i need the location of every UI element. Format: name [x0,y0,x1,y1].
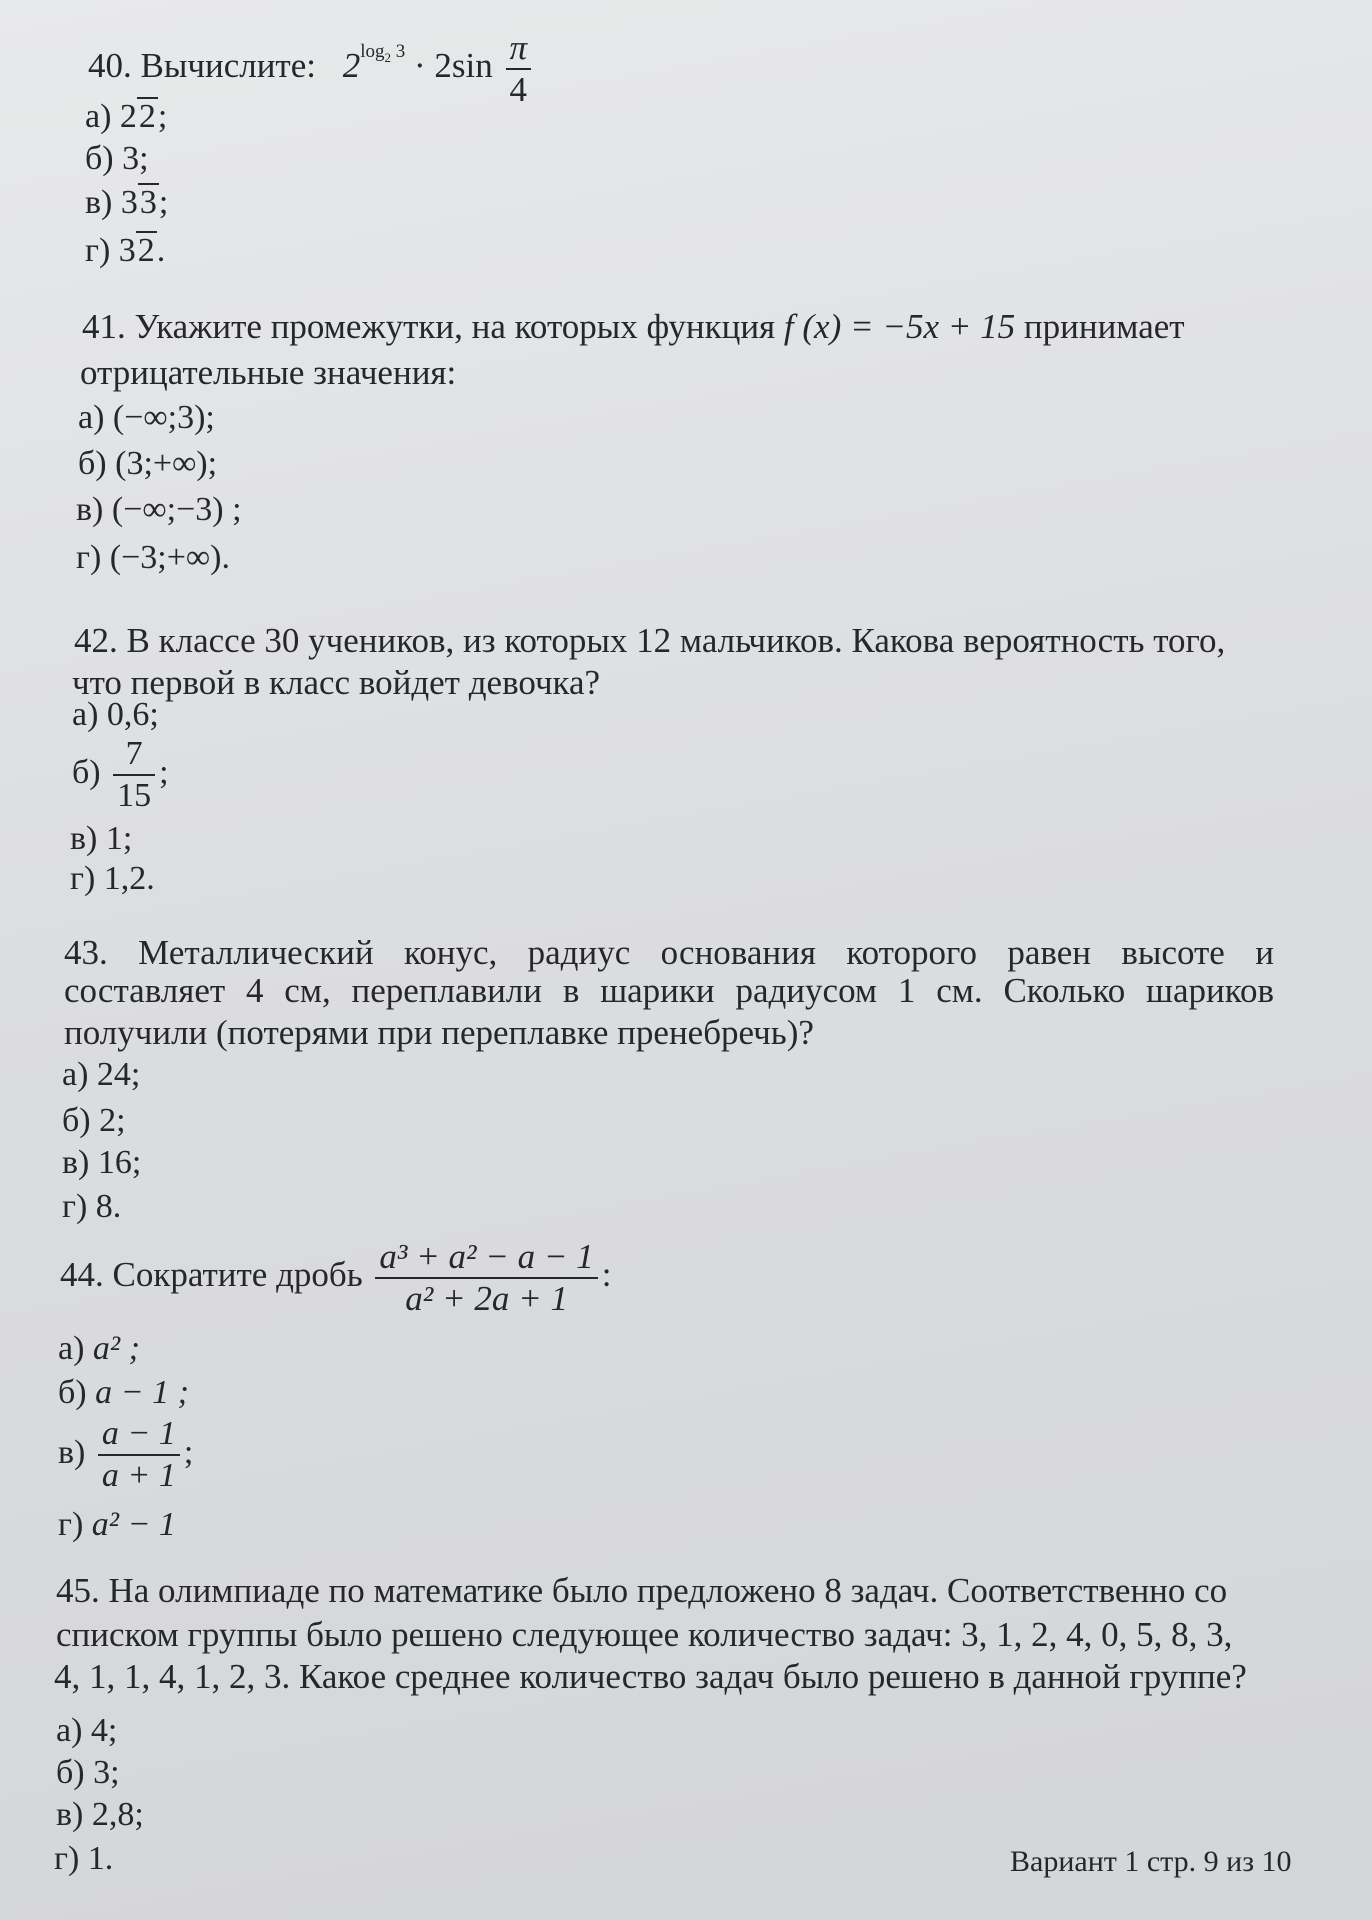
answer-option[interactable]: б) 2; [62,1102,126,1139]
answer-fraction: $\frac{a - 1}{a + 1}$ [98,1414,180,1496]
answer-option[interactable]: в) (−∞;−3) ; [76,491,242,528]
question-40-text: 40. Вычислите: $2^{log_2 3} \cdot 2\sin$ $\frac{\pi}{4}$ [88,28,535,110]
question-40-formula: $2^{log_2 3} \cdot 2\sin$ $\frac{\pi}{4}$ [343,46,535,85]
question-43-line-1: 43. Металлический конус, радиус основания которого равен высоте и [64,933,1274,972]
answer-option[interactable]: в) 16; [62,1144,142,1181]
answer-option[interactable]: б) (3;+∞); [78,445,218,482]
answer-option[interactable]: г) 1,2. [70,860,155,897]
question-40-fraction: $\frac{\pi}{4}$ [506,28,532,110]
question-44-fraction: $\frac{\text{a³ + a² − a − 1}}{\text{a² + 2a + 1}}$ [375,1237,597,1319]
answer-option[interactable]: г) 32. [85,232,166,269]
answer-option[interactable]: б) 3; [56,1754,120,1791]
question-45-line-1: 45. На олимпиаде по математике было предложено 8 задач. Соответственно со [56,1571,1228,1610]
answer-option[interactable]: а) a² ; [58,1330,140,1367]
answer-option[interactable]: в) 33; [85,184,169,221]
answer-option[interactable]: в) 2,8; [56,1796,144,1833]
question-42-line-1: 42. В классе 30 учеников, из которых 12 мальчиков. Какова вероятность того, [74,621,1226,660]
question-42-line-2: что первой в класс войдет девочка? [72,663,601,702]
answer-option[interactable]: г) 1. [54,1840,114,1877]
question-43-line-3: получили (потерями при переплавке пренебречь)? [64,1013,814,1052]
answer-fraction: $\frac{7}{15}$ [113,734,155,816]
answer-option[interactable]: а) 4; [56,1712,118,1749]
answer-option[interactable]: а) 22; [85,98,168,135]
answer-option[interactable]: г) (−3;+∞). [76,539,230,576]
question-41-line-1: 41. Укажите промежутки, на которых функция f (x) = −5x + 15 принимает [82,307,1185,346]
question-43-line-2: составляет 4 см, переплавили в шарики радиусом 1 см. Сколько шариков [64,971,1274,1010]
page-footer: Вариант 1 стр. 9 из 10 [1010,1845,1292,1878]
answer-option[interactable]: а) 0,6; [72,696,159,733]
answer-option[interactable]: в) $\frac{a - 1}{a + 1}$ ; [58,1415,194,1494]
answer-option[interactable]: в) 1; [70,820,133,857]
answer-option[interactable]: б) 3; [85,140,149,177]
answer-option[interactable]: а) (−∞;3); [78,399,215,436]
answer-option[interactable]: а) 24; [62,1056,141,1093]
question-44-text: 44. Сократите дробь $\frac{\text{a³ + a² − a − 1}}{\text{a² + 2a + 1}}$ : [60,1236,612,1318]
question-41-line-2: отрицательные значения: [80,353,457,392]
answer-option[interactable]: б) a − 1 ; [58,1374,189,1411]
answer-option[interactable]: г) 8. [62,1188,122,1225]
question-45-line-3: 4, 1, 1, 4, 1, 2, 3. Какое среднее количество задач было решено в данной группе? [54,1657,1247,1696]
question-45-line-2: списком группы было решено следующее количество задач: 3, 1, 2, 4, 0, 5, 8, 3, [56,1615,1233,1654]
answer-option[interactable]: б) $\frac{7}{15}$ ; [72,735,169,814]
answer-option[interactable]: г) a² − 1 [58,1506,176,1543]
